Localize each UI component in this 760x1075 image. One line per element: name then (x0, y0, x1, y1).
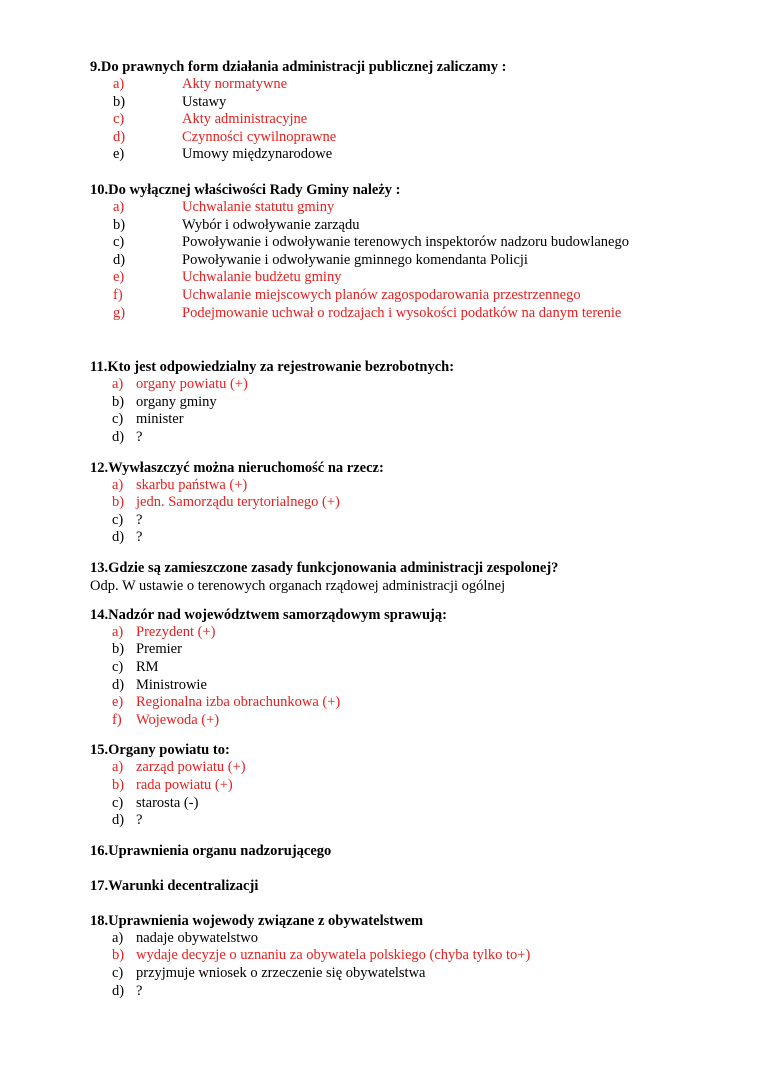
option-marker: e) (113, 269, 125, 286)
option-marker: d) (113, 128, 126, 145)
option-text: nadaje obywatelstwo (136, 929, 259, 946)
option-marker: d) (113, 251, 126, 268)
option-text: Powoływanie i odwoływanie gminnego komendanta Policji (182, 251, 528, 268)
question-18 (90, 912, 730, 1000)
option-marker: a) (113, 76, 125, 92)
option-marker: g) (113, 304, 126, 321)
answer-option (90, 94, 730, 112)
option-marker: a) (112, 929, 124, 946)
option-marker: d) (112, 428, 125, 445)
option-text: rada powiatu (+) (136, 777, 233, 794)
answer-option (90, 494, 730, 512)
answer-option (90, 947, 730, 965)
question-title: 17.Warunki decentralizacji (90, 877, 259, 894)
answer-option (90, 411, 730, 429)
question-16 (90, 842, 730, 860)
answer-option (90, 287, 730, 305)
option-marker: b) (113, 93, 126, 110)
option-text: Umowy międzynarodowe (182, 146, 333, 163)
option-marker: e) (113, 146, 125, 163)
question-title: 18.Uprawnienia wojewody związane z obywatelstwem (90, 912, 424, 929)
option-text: minister (136, 411, 184, 428)
document-page (90, 58, 730, 999)
answer-option (90, 376, 730, 394)
answer-option (90, 641, 730, 659)
question-12 (90, 459, 730, 547)
answer-option (90, 129, 730, 147)
answer-option (90, 477, 730, 495)
option-marker: c) (112, 511, 124, 528)
option-marker: e) (112, 694, 124, 711)
answer-option (90, 712, 730, 730)
answer-option (90, 305, 730, 323)
option-text: Wybór i odwoływanie zarządu (182, 216, 360, 233)
option-marker: b) (112, 947, 125, 964)
answer-option (90, 252, 730, 270)
option-marker: c) (113, 234, 125, 251)
question-title: 9.Do prawnych form działania administracji publicznej zaliczamy : (90, 59, 507, 75)
question-10 (90, 181, 730, 322)
answer-option (90, 659, 730, 677)
answer-option (90, 777, 730, 795)
answer-option (90, 930, 730, 948)
question-9 (90, 58, 730, 164)
question-14 (90, 606, 730, 730)
answer-option (90, 111, 730, 129)
answer-option (90, 759, 730, 777)
option-text: przyjmuje wniosek o zrzeczenie się obywatelstwa (136, 965, 426, 981)
option-text: ? (136, 529, 143, 546)
option-marker: b) (112, 494, 125, 511)
answer-option (90, 269, 730, 287)
answer-option (90, 812, 730, 830)
option-text: ? (136, 982, 143, 999)
answer-option (90, 199, 730, 217)
option-marker: d) (112, 812, 125, 829)
answer-option (90, 234, 730, 252)
option-marker: c) (112, 794, 124, 811)
option-text: starosta (-) (136, 794, 199, 811)
question-title: 10.Do wyłącznej właściwości Rady Gminy należy : (90, 181, 401, 198)
option-marker: d) (112, 529, 125, 546)
question-title: 14.Nadzór nad województwem samorządowym sprawują: (90, 606, 447, 623)
question-13 (90, 559, 730, 595)
answer-option (90, 529, 730, 547)
question-title: 15.Organy powiatu to: (90, 742, 230, 759)
option-marker: a) (112, 476, 124, 493)
option-text: Prezydent (+) (136, 623, 216, 640)
question-15 (90, 741, 730, 829)
option-text: Ministrowie (136, 676, 207, 693)
question-title: 16.Uprawnienia organu nadzorującego (90, 842, 332, 859)
option-text: Akty normatywne (182, 76, 288, 92)
option-marker: b) (112, 777, 125, 794)
answer-option (90, 512, 730, 530)
option-marker: b) (113, 216, 126, 233)
option-marker: f) (113, 286, 123, 303)
option-text: Regionalna izba obrachunkowa (+) (136, 694, 341, 711)
answer-option (90, 795, 730, 813)
option-marker: b) (112, 393, 125, 410)
answer-option (90, 983, 730, 1001)
option-text: organy gminy (136, 393, 217, 410)
answer-option (90, 146, 730, 164)
option-marker: a) (112, 623, 124, 640)
option-marker: b) (112, 641, 125, 658)
option-marker: c) (113, 111, 125, 128)
option-text: zarząd powiatu (+) (136, 759, 246, 776)
option-text: Premier (136, 641, 182, 658)
option-marker: a) (112, 759, 124, 776)
answer-option (90, 624, 730, 642)
question-11 (90, 358, 730, 446)
question-title: 12.Wywłaszczyć można nieruchomość na rzecz: (90, 459, 384, 476)
option-text: Podejmowanie uchwał o rodzajach i wysokości podatków na danym terenie (182, 304, 622, 321)
option-text: Uchwalanie miejscowych planów zagospodarowania przestrzennego (182, 286, 581, 303)
option-marker: c) (112, 965, 124, 981)
option-text: Ustawy (182, 93, 227, 110)
answer-option (90, 217, 730, 235)
option-text: Akty administracyjne (182, 111, 308, 128)
option-text: ? (136, 511, 143, 528)
option-text: Czynności cywilnoprawne (182, 128, 337, 145)
answer-option (90, 76, 730, 94)
option-text: Uchwalanie budżetu gminy (182, 269, 342, 286)
option-marker: a) (112, 376, 124, 393)
question-title: 11.Kto jest odpowiedzialny za rejestrowanie bezrobotnych: (90, 359, 455, 376)
option-text: Powoływanie i odwoływanie terenowych inspektorów nadzoru budowlanego (182, 234, 629, 251)
option-text: RM (136, 659, 159, 676)
option-text: ? (136, 428, 143, 445)
question-17 (90, 877, 730, 895)
option-text: ? (136, 812, 143, 829)
answer-option (90, 965, 730, 983)
option-text: skarbu państwa (+) (136, 476, 248, 493)
option-marker: f) (112, 711, 122, 728)
question-title: 13.Gdzie są zamieszczone zasady funkcjonowania administracji zespolonej? (90, 559, 559, 576)
answer-option (90, 394, 730, 412)
option-marker: c) (112, 411, 124, 428)
option-marker: d) (112, 676, 125, 693)
option-text: jedn. Samorządu terytorialnego (+) (136, 494, 340, 511)
option-marker: d) (112, 982, 125, 999)
answer-text: Odp. W ustawie o terenowych organach rządowej administracji ogólnej (90, 577, 506, 594)
option-text: organy powiatu (+) (136, 376, 248, 393)
option-marker: c) (112, 659, 124, 676)
option-marker: a) (113, 198, 125, 215)
answer-option (90, 694, 730, 712)
option-text: wydaje decyzje o uznaniu za obywatela polskiego (chyba tylko to+) (136, 947, 531, 964)
answer-option (90, 677, 730, 695)
option-text: Wojewoda (+) (136, 711, 220, 728)
answer-option (90, 429, 730, 447)
option-text: Uchwalanie statutu gminy (182, 198, 335, 215)
